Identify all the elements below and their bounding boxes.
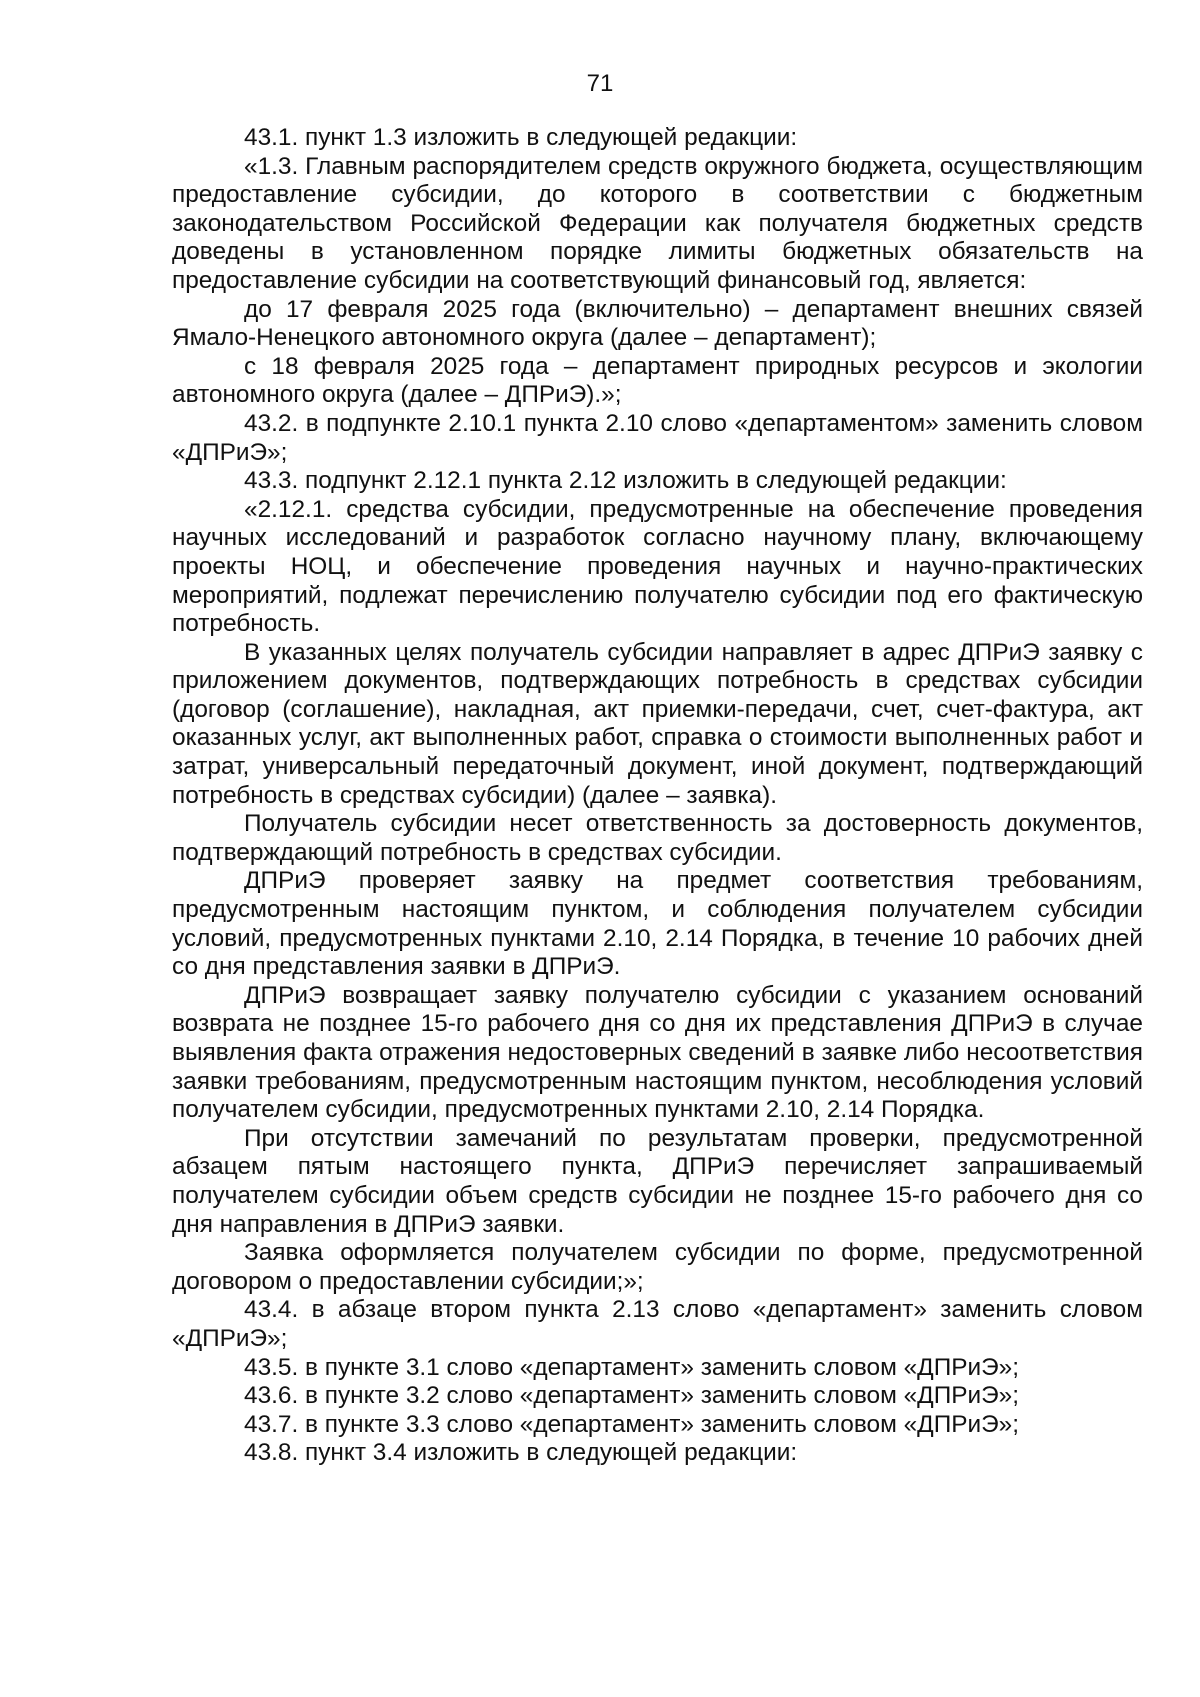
paragraph-return: ДПРиЭ возвращает заявку получателю субсидии с указанием оснований возврата не позднее 15-го рабочего дня со дня их представления ДПРиЭ в случае выявления факта отражения недостоверных сведений в заявке либо несоответствия заявки требованиям, предусмотренным настоящим пунктом, несоблюдения условий получателем субсидии, предусмотренных пунктами 2.10, 2.14 Порядка. (172, 981, 1143, 1124)
paragraph-quote-1-3: «1.3. Главным распорядителем средств окружного бюджета, осуществляющим предоставление субсидии, до которого в соответствии с бюджетным законодательством Российской Федерации как получателя бюджетных средств доведены в установленном порядке лимиты бюджетных обязательств на предоставление субсидии на соответствующий финансовый год, является: (172, 152, 1143, 294)
paragraph-application: В указанных целях получатель субсидии направляет в адрес ДПРиЭ заявку с приложением документов, подтверждающих потребность в средствах субсидии (договор (соглашение), накладная, акт приемки-передачи, счет, счет-фактура, акт оказанных услуг, акт выполненных работ, справка о стоимости выполненных работ и затрат, универсальный передаточный документ, иной документ, подтверждающий потребность в средствах субсидии) (далее – заявка). (172, 638, 1143, 809)
paragraph-43-6: 43.6. в пункте 3.2 слово «департамент» заменить словом «ДПРиЭ»; (244, 1382, 1019, 1410)
page-number: 71 (586, 70, 614, 97)
paragraph-43-5: 43.5. в пункте 3.1 слово «департамент» заменить словом «ДПРиЭ»; (244, 1353, 1019, 1381)
paragraph-43-4: 43.4. в абзаце втором пункта 2.13 слово «департамент» заменить словом «ДПРиЭ»; (172, 1296, 1143, 1352)
document-body (172, 124, 1143, 1468)
paragraph-form: Заявка оформляется получателем субсидии по форме, предусмотренной договором о предоставлении субсидии;»; (172, 1239, 1143, 1295)
paragraph-quote-2-12-1: «2.12.1. средства субсидии, предусмотренные на обеспечение проведения научных исследований и разработок согласно научному плану, включающему проекты НОЦ, и обеспечение проведения научных и научно-практических мероприятий, подлежат перечислению получателю субсидии под его фактическую потребность. (172, 495, 1143, 638)
paragraph-43-2: 43.2. в подпункте 2.10.1 пункта 2.10 слово «департаментом» заменить словом «ДПРиЭ»; (172, 409, 1143, 466)
paragraph-verification: ДПРиЭ проверяет заявку на предмет соответствия требованиям, предусмотренным настоящим пунктом, и соблюдения получателем субсидии условий, предусмотренных пунктами 2.10, 2.14 Порядка, в течение 10 рабочих дней со дня представления заявки в ДПРиЭ. (172, 867, 1143, 981)
paragraph-until-feb-17: до 17 февраля 2025 года (включительно) – департамент внешних связей Ямало-Ненецкого автономного округа (далее – департамент); (172, 295, 1143, 352)
paragraph-43-1: 43.1. пункт 1.3 изложить в следующей редакции: (244, 124, 798, 151)
paragraph-43-3: 43.3. подпункт 2.12.1 пункта 2.12 изложить в следующей редакции: (244, 467, 1007, 495)
paragraph-43-8: 43.8. пункт 3.4 изложить в следующей редакции: (244, 1439, 798, 1467)
paragraph-transfer: При отсутствии замечаний по результатам проверки, предусмотренной абзацем пятым настоящего пункта, ДПРиЭ перечисляет запрашиваемый получателем субсидии объем средств субсидии не позднее 15-го рабочего дня со дня направления в ДПРиЭ заявки. (172, 1124, 1143, 1238)
paragraph-responsibility: Получатель субсидии несет ответственность за достоверность документов, подтверждающий потребность в средствах субсидии. (172, 810, 1143, 866)
paragraph-43-7: 43.7. в пункте 3.3 слово «департамент» заменить словом «ДПРиЭ»; (244, 1410, 1019, 1438)
paragraph-from-feb-18: с 18 февраля 2025 года – департамент природных ресурсов и экологии автономного округа (далее – ДПРиЭ).»; (172, 352, 1143, 409)
